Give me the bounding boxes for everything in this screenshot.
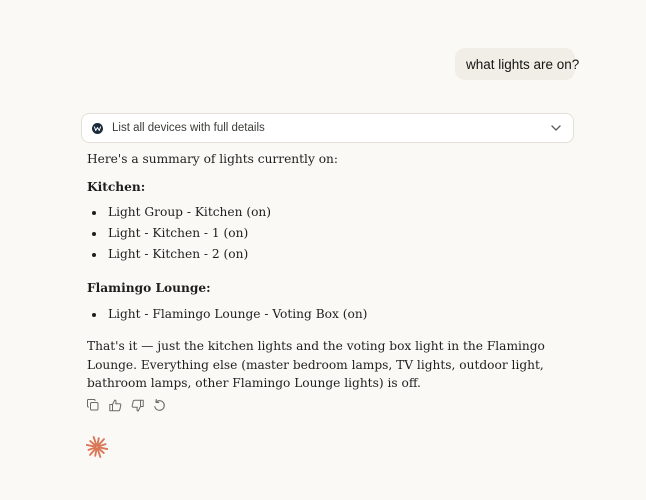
thumbs-up-icon[interactable] — [108, 398, 122, 412]
user-message-text: what lights are on? — [466, 56, 580, 72]
list-item: Light - Flamingo Lounge - Voting Box (on) — [87, 305, 577, 324]
service-logo-icon — [92, 123, 103, 134]
retry-icon[interactable] — [152, 398, 166, 412]
message-actions — [86, 398, 166, 412]
thumbs-down-icon[interactable] — [130, 398, 144, 412]
reply-intro: Here's a summary of lights currently on: — [87, 152, 338, 166]
copy-icon[interactable] — [86, 398, 100, 412]
tool-call-label: List all devices with full details — [112, 122, 265, 134]
list-item: Light - Kitchen - 2 (on) — [87, 245, 577, 264]
list-item: Light - Kitchen - 1 (on) — [87, 224, 577, 243]
tool-call-card[interactable] — [81, 113, 574, 143]
reply-closing: That's it — just the kitchen lights and the voting box light in the Flamingo Lounge. Everything else (master bedroom lamps, TV lights, outdoor light, bathroom lamps, other Flamingo Lounge lights) is off. — [87, 339, 545, 391]
user-message-bubble — [455, 48, 580, 80]
starburst-logo-icon — [86, 436, 108, 458]
assistant-reply — [87, 150, 577, 393]
section-heading-flamingo-lounge: Flamingo Lounge: — [87, 281, 211, 296]
section-heading-kitchen: Kitchen: — [87, 179, 146, 194]
flamingo-lounge-lights-list — [87, 305, 577, 324]
list-item: Light Group - Kitchen (on) — [87, 203, 577, 222]
kitchen-lights-list — [87, 203, 577, 263]
chevron-down-icon[interactable] — [550, 122, 562, 134]
